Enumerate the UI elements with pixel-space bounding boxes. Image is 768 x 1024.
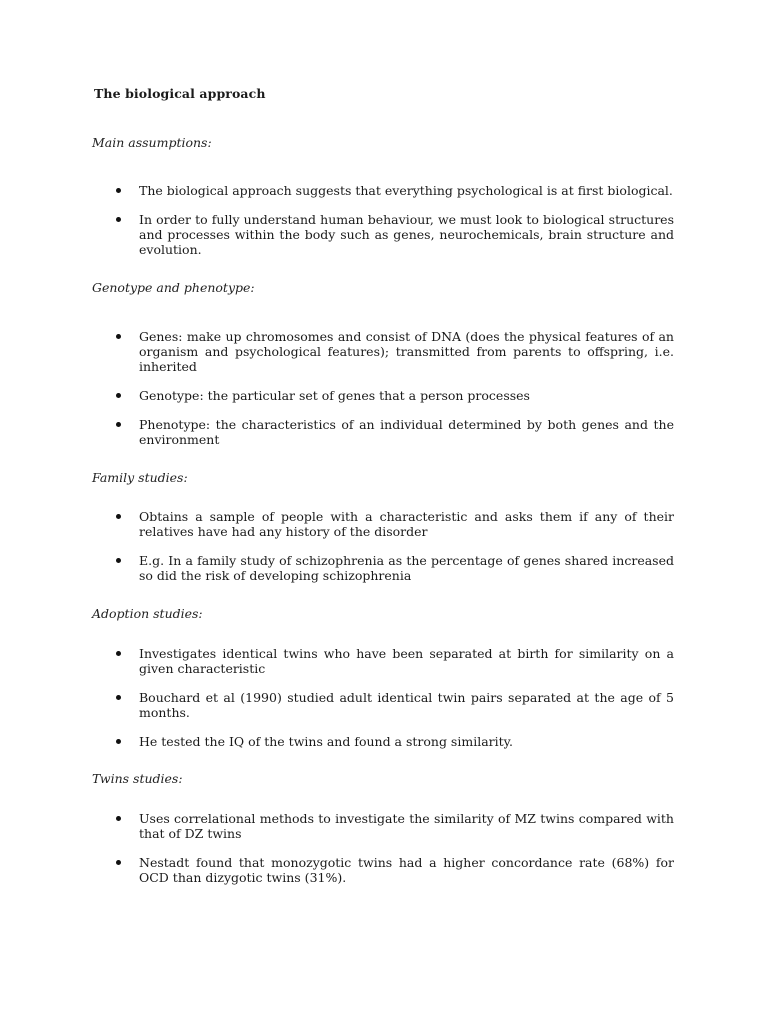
bullet-icon	[116, 422, 121, 427]
list-item-text: Genotype: the particular set of genes that a person processes	[139, 388, 530, 403]
list-item-text: He tested the IQ of the twins and found a strong similarity.	[139, 734, 514, 749]
bullet-icon	[116, 816, 121, 821]
bullet-icon	[116, 334, 121, 339]
bullet-icon	[116, 217, 121, 222]
list-item-text: Investigates identical twins who have been separated at birth for similarity on a given characteristic	[139, 646, 674, 676]
list-item-text: E.g. In a family study of schizophrenia as the percentage of genes shared increased so did the risk of developing schizophrenia	[139, 553, 674, 583]
bullet-icon	[116, 393, 121, 398]
section-heading-genotype-phenotype: Genotype and phenotype:	[92, 280, 255, 295]
bullet-icon	[116, 558, 121, 563]
list-item-text: Nestadt found that monozygotic twins had a higher concordance rate (68%) for OCD than dizygotic twins (31%).	[139, 855, 674, 885]
section-heading-family-studies: Family studies:	[92, 470, 188, 485]
list-item-text: The biological approach suggests that everything psychological is at first biological.	[139, 183, 673, 198]
section-heading-main-assumptions: Main assumptions:	[92, 135, 212, 150]
list-item-text: Bouchard et al (1990) studied adult identical twin pairs separated at the age of 5 months.	[139, 690, 674, 720]
list-item-text: In order to fully understand human behaviour, we must look to biological structures and processes within the body such as genes, neurochemicals, brain structure and evolution.	[139, 212, 674, 257]
list-item-text: Uses correlational methods to investigate the similarity of MZ twins compared with that of DZ twins	[139, 811, 674, 841]
bullet-icon	[116, 188, 121, 193]
document-title: The biological approach	[94, 86, 266, 101]
list-item-text: Obtains a sample of people with a characteristic and asks them if any of their relatives have had any history of the disorder	[139, 509, 674, 539]
bullet-icon	[116, 695, 121, 700]
section-heading-twins-studies: Twins studies:	[92, 771, 183, 786]
section-heading-adoption-studies: Adoption studies:	[92, 606, 203, 621]
list-item-text: Genes: make up chromosomes and consist of DNA (does the physical features of an organism and psychological features); transmitted from parents to offspring, i.e. inherited	[139, 329, 674, 374]
bullet-icon	[116, 860, 121, 865]
list-item-text: Phenotype: the characteristics of an individual determined by both genes and the environment	[139, 417, 674, 447]
bullet-icon	[116, 514, 121, 519]
bullet-icon	[116, 739, 121, 744]
bullet-icon	[116, 651, 121, 656]
